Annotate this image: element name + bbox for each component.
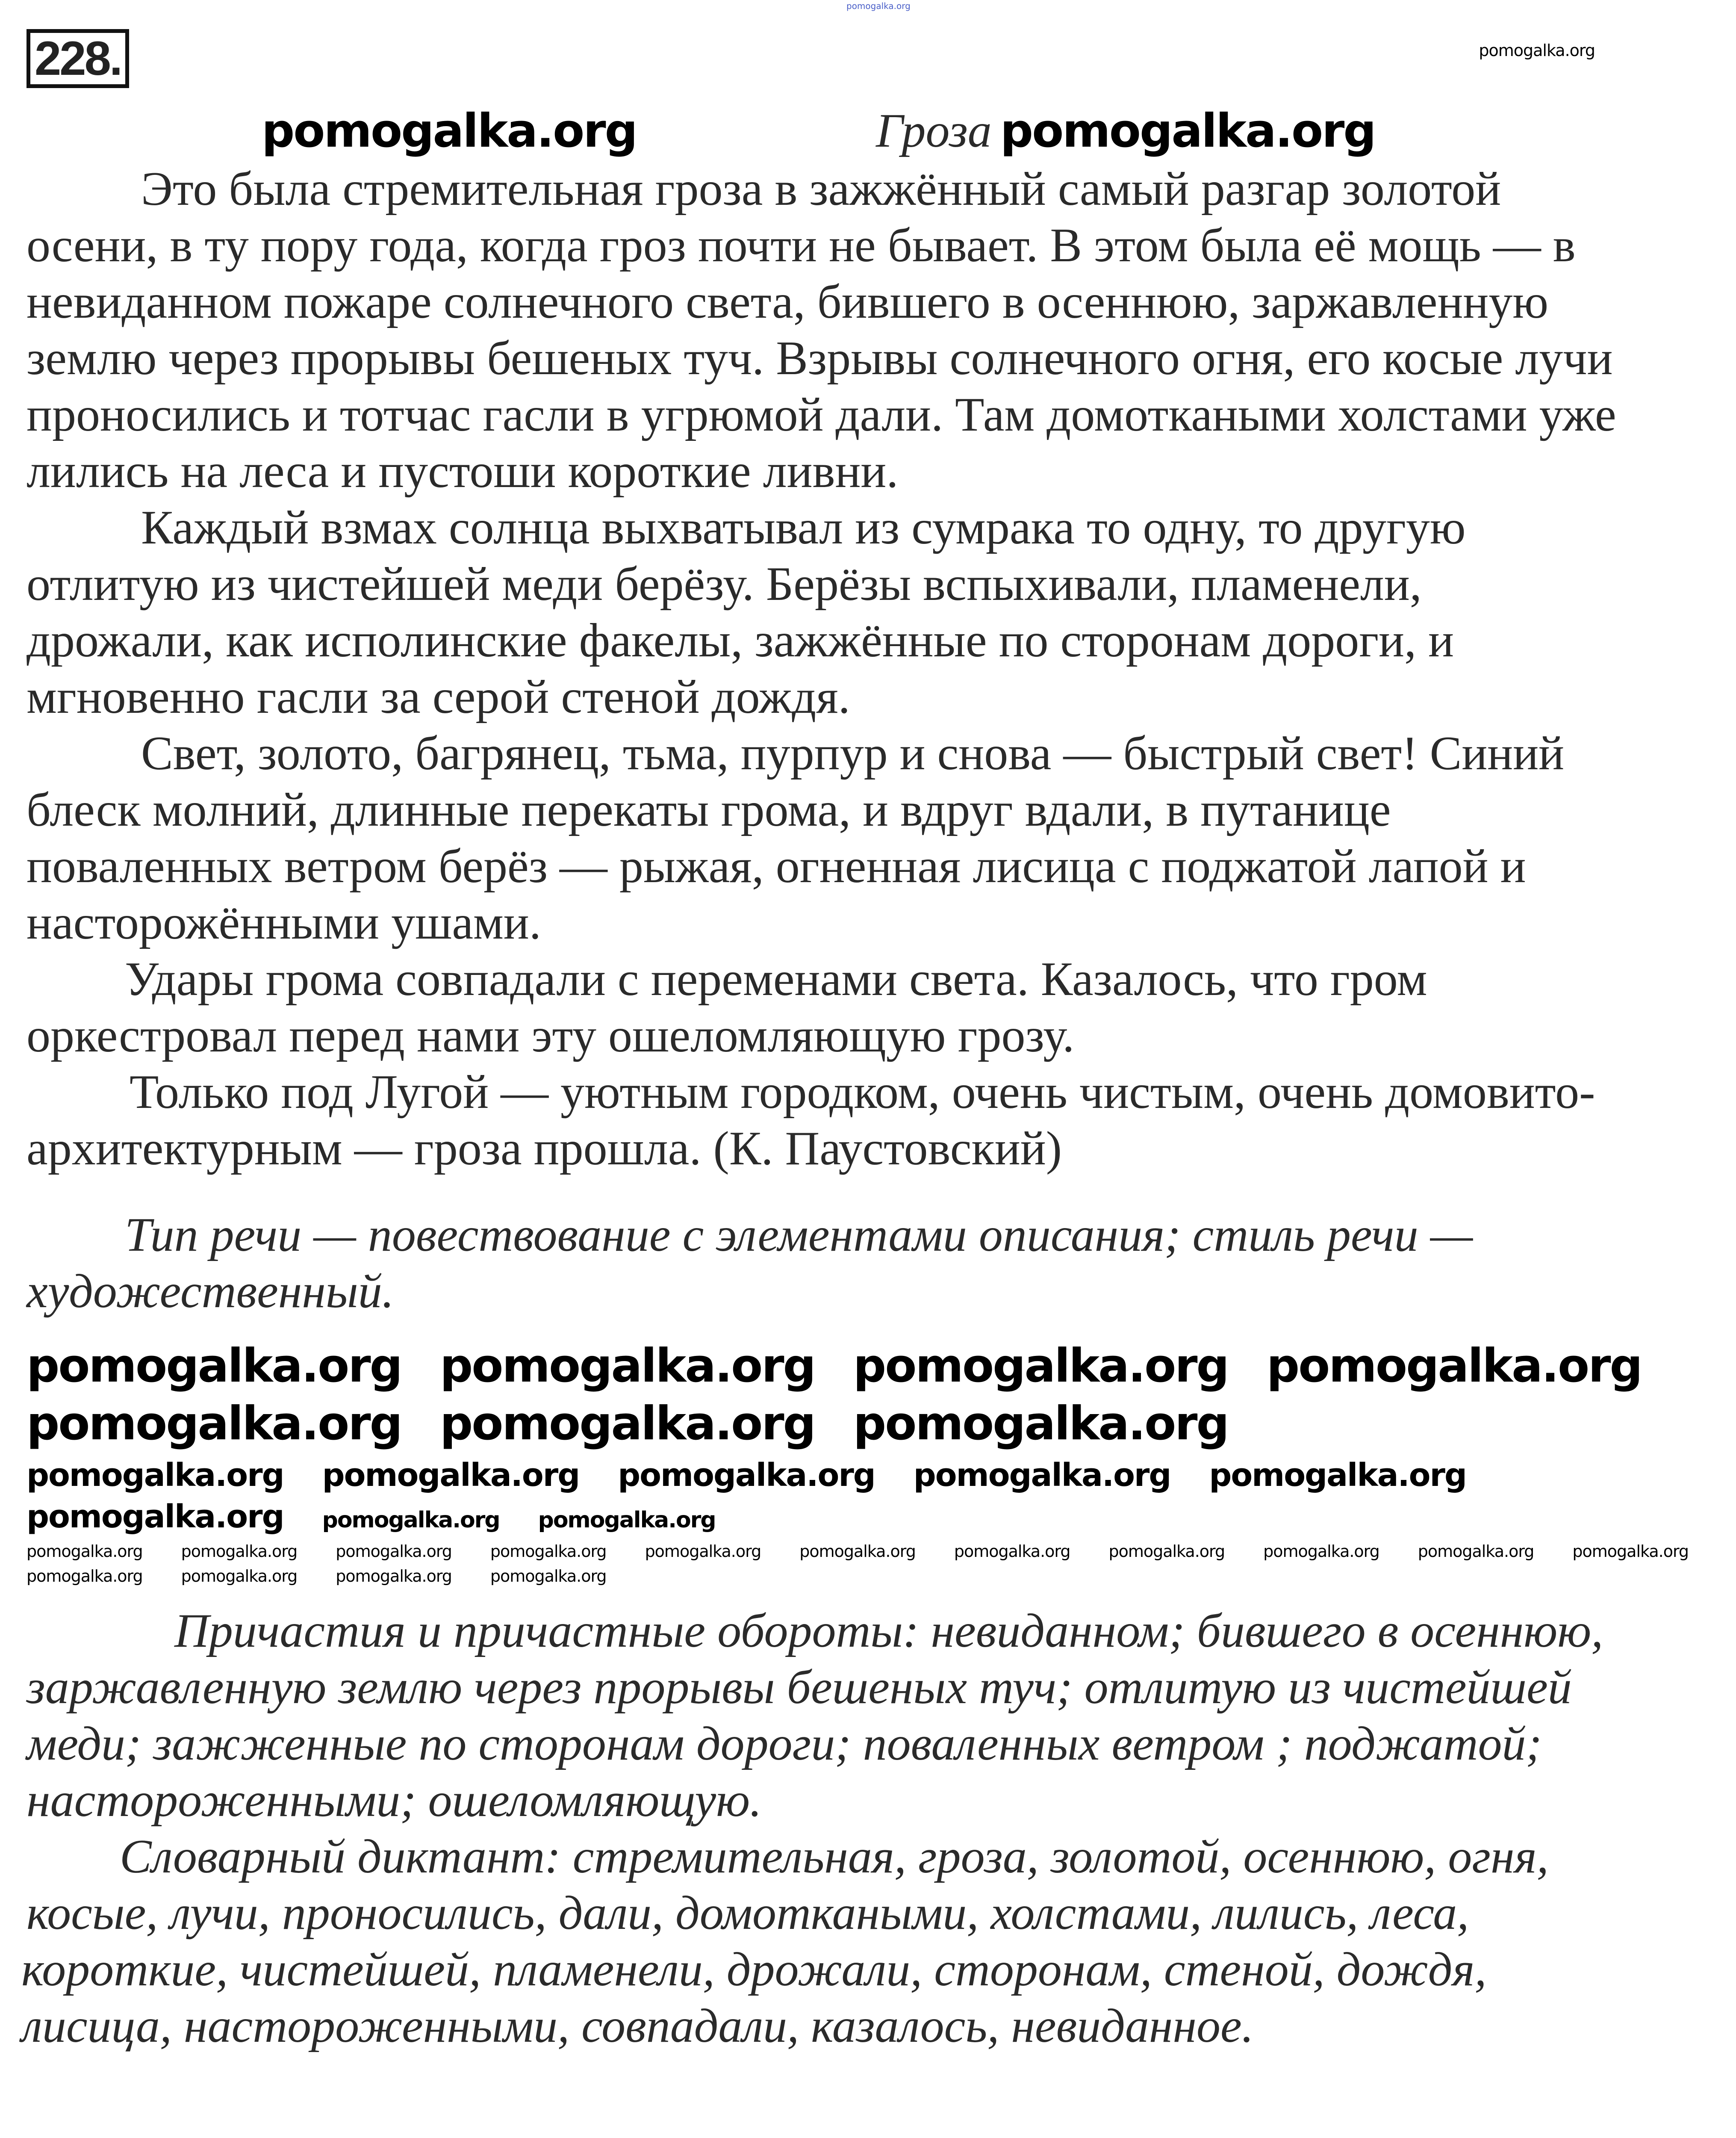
text-paragraph-1	[0, 161, 1736, 499]
watermark: pomogalka.org	[181, 1542, 298, 1561]
text-line: поваленных ветром берёз — рыжая, огненная лисица с поджатой лапой и	[27, 840, 1526, 893]
text-line: настороженными; ошеломляющую.	[27, 1773, 762, 1827]
exercise-number: 228.	[27, 29, 129, 88]
speech-type	[0, 1207, 1736, 1320]
watermark: pomogalka.org	[913, 1456, 1171, 1494]
text-line: Это была стремительная гроза в зажжённый самый разгар золотой	[141, 162, 1501, 216]
watermark: pomogalka.org	[799, 1542, 916, 1561]
watermark: pomogalka.org	[846, 1, 911, 11]
watermark-row	[27, 1341, 1709, 1450]
text-line: осени, в ту пору года, когда гроз почти не бывает. В этом была её мощь — в	[27, 219, 1576, 272]
header	[0, 0, 1736, 88]
watermark: pomogalka.org	[27, 1567, 143, 1586]
watermark-row	[27, 1543, 1709, 1586]
watermark: pomogalka.org	[336, 1542, 452, 1561]
text-line: заржавленную землю через прорывы бешеных туч; отлитую из чистейшей	[27, 1660, 1572, 1714]
text-line: Тип речи — повествование с элементами описания; стиль речи —	[125, 1208, 1473, 1261]
watermark: pomogalka.org	[439, 1397, 815, 1450]
watermark: pomogalka.org	[322, 1456, 580, 1494]
title-row	[0, 101, 1736, 161]
participles	[0, 1603, 1736, 1828]
watermark: pomogalka.org	[336, 1567, 452, 1586]
text-line: Словарный диктант: стремительная, гроза, золотой, осеннюю, огня,	[120, 1830, 1549, 1883]
text-line: Свет, золото, багрянец, тьма, пурпур и снова — быстрый свет! Синий	[141, 727, 1565, 780]
watermark: pomogalka.org	[645, 1542, 761, 1561]
watermark: pomogalka.org	[1572, 1542, 1689, 1561]
watermark: pomogalka.org	[1479, 41, 1595, 60]
text-line: блеск молний, длинные перекаты грома, и вдруг вдали, в путанице	[27, 783, 1391, 836]
watermark: pomogalka.org	[954, 1542, 1070, 1561]
watermark: pomogalka.org	[853, 1397, 1228, 1450]
text-paragraph-3	[0, 725, 1736, 951]
text-line: Только под Лугой — уютным городком, очень чистым, очень домовито-	[130, 1066, 1595, 1119]
watermark: pomogalka.org	[618, 1456, 875, 1494]
dictation	[0, 1828, 1736, 2054]
text-line: Удары грома совпадали с переменами света. Казалось, что гром	[125, 953, 1427, 1006]
watermark: pomogalka.org	[853, 1339, 1228, 1393]
watermark: pomogalka.org	[27, 1456, 284, 1494]
watermark: pomogalka.org	[1000, 104, 1375, 158]
text-line: лились на леса и пустоши короткие ливни.	[27, 445, 899, 498]
watermark: pomogalka.org	[490, 1542, 607, 1561]
watermark: pomogalka.org	[538, 1507, 716, 1533]
text-paragraph-2	[0, 499, 1736, 725]
text-paragraph-4	[0, 951, 1736, 1064]
watermark: pomogalka.org	[262, 104, 637, 158]
text-line: лисица, настороженными, совпадали, казалось, невиданное.	[21, 1999, 1254, 2052]
text-line: художественный.	[27, 1265, 394, 1318]
watermark: pomogalka.org	[27, 1542, 143, 1561]
watermark-row	[27, 1458, 1709, 1535]
watermark: pomogalka.org	[322, 1507, 500, 1533]
watermark: pomogalka.org	[1418, 1542, 1534, 1561]
text-line: невиданном пожаре солнечного света, бившего в осеннюю, заржавленную	[27, 275, 1548, 328]
watermark: pomogalka.org	[27, 1339, 401, 1393]
text-line: мгновенно гасли за серой стеной дождя.	[27, 670, 850, 723]
watermark: pomogalka.org	[27, 1498, 284, 1535]
text-line: Каждый взмах солнца выхватывал из сумрака то одну, то другую	[141, 501, 1466, 554]
watermark: pomogalka.org	[1209, 1456, 1466, 1494]
text-line: косые, лучи, проносились, дали, домоткаными, холстами, лились, леса,	[27, 1886, 1469, 1940]
watermark: pomogalka.org	[1266, 1339, 1642, 1393]
watermark: pomogalka.org	[1108, 1542, 1225, 1561]
watermark-block	[27, 1341, 1709, 1586]
watermark: pomogalka.org	[439, 1339, 815, 1393]
text-line: землю через прорывы бешеных туч. Взрывы солнечного огня, его косые лучи	[27, 332, 1613, 385]
text-title: Гроза	[875, 104, 992, 157]
watermark: pomogalka.org	[490, 1567, 607, 1586]
text-line: короткие, чистейшей, пламенели, дрожали, сторонам, стеной, дождя,	[21, 1943, 1487, 1996]
text-line: Причастия и причастные обороты: невиданном; бившего в осеннюю,	[174, 1604, 1603, 1657]
text-line: дрожали, как исполинские факелы, зажжённые по сторонам дороги, и	[27, 614, 1454, 667]
watermark: pomogalka.org	[181, 1567, 298, 1586]
text-line: оркестровал перед нами эту ошеломляющую грозу.	[27, 1009, 1075, 1062]
text-line: проносились и тотчас гасли в угрюмой дали. Там домоткаными холстами уже	[27, 388, 1616, 441]
watermark: pomogalka.org	[1263, 1542, 1379, 1561]
watermark: pomogalka.org	[27, 1397, 401, 1450]
text-line: насторожёнными ушами.	[27, 896, 541, 949]
text-line: архитектурным — гроза прошла. (К. Паустовский)	[27, 1122, 1062, 1175]
text-paragraph-5	[0, 1064, 1736, 1177]
text-line: отлитую из чистейшей меди берёзу. Берёзы вспыхивали, пламенели,	[27, 558, 1422, 611]
text-line: меди; зажженные по сторонам дороги; поваленных ветром ; поджатой;	[27, 1717, 1542, 1770]
